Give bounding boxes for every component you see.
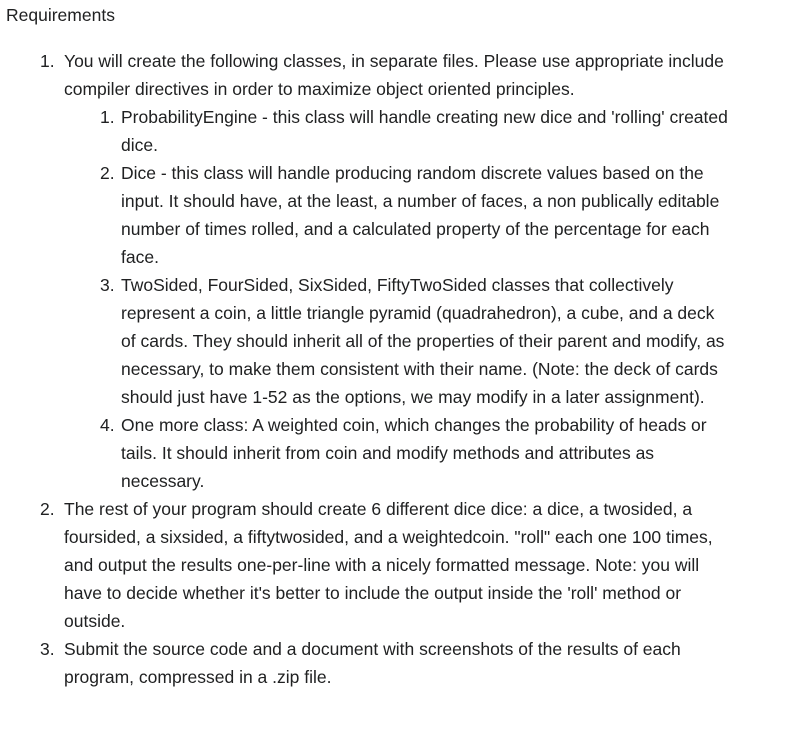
list-number: 3. <box>40 639 55 659</box>
class-text: ProbabilityEngine - this class will handle creating new dice and 'rolling' created dice. <box>121 107 728 155</box>
list-number: 2. <box>40 499 55 519</box>
requirement-item-1 <box>40 47 730 495</box>
class-text: Dice - this class will handle producing random discrete values based on the input. It should have, at the least, a number of faces, a non publically editable number of times rolled, and a calculated property of the percentage for each face. <box>121 163 720 267</box>
list-number: 4. <box>100 415 115 435</box>
requirement-text: You will create the following classes, in separate files. Please use appropriate include compiler directives in order to maximize object oriented principles. <box>64 51 724 99</box>
class-item-dice <box>100 159 730 271</box>
class-item-sided-dice <box>100 271 730 411</box>
requirement-item-2 <box>40 495 730 635</box>
class-text: One more class: A weighted coin, which changes the probability of heads or tails. It should inherit from coin and modify methods and attributes as necessary. <box>121 415 707 491</box>
list-number: 3. <box>100 275 115 295</box>
list-number: 1. <box>100 107 115 127</box>
list-number: 1. <box>40 51 55 71</box>
requirement-item-3 <box>40 635 730 691</box>
requirements-heading: Requirements <box>6 5 115 25</box>
class-item-weighted-coin <box>100 411 730 495</box>
requirement-text: Submit the source code and a document with screenshots of the results of each program, compressed in a .zip file. <box>64 639 681 687</box>
requirement-text: The rest of your program should create 6 different dice dice: a dice, a twosided, a foursided, a sixsided, a fiftytwosided, and a weightedcoin. "roll" each one 100 times, and output the results one-per-line with a nicely formatted message. Note: you will have to decide whether it's better to include the output inside the 'roll' method or outside. <box>64 499 713 631</box>
class-item-probability-engine <box>100 103 730 159</box>
class-list <box>100 103 730 495</box>
class-text: TwoSided, FourSided, SixSided, FiftyTwoSided classes that collectively represent a coin, a little triangle pyramid (quadrahedron), a cube, and a deck of cards. They should inherit all of the properties of their parent and modify, as necessary, to make them consistent with their name. (Note: the deck of cards should just have 1-52 as the options, we may modify in a later assignment). <box>121 275 725 407</box>
list-number: 2. <box>100 163 115 183</box>
requirements-list <box>40 47 730 691</box>
